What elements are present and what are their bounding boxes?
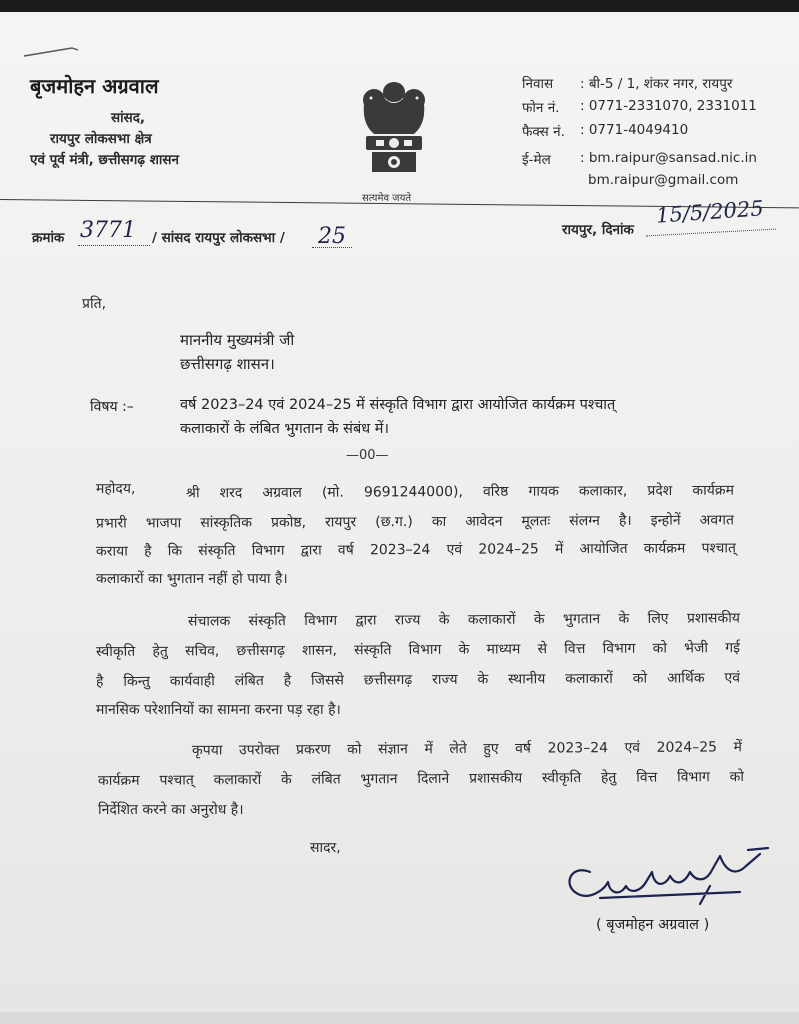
prati: प्रति, — [82, 296, 107, 312]
national-emblem-icon — [352, 78, 436, 198]
pen-mark — [22, 42, 82, 62]
designation-former-minister: एवं पूर्व मंत्री, छत्तीसगढ़ शासन — [30, 152, 180, 168]
date-label: रायपुर, दिनांक — [562, 222, 634, 238]
paragraph-3-line-2: कार्यक्रम पश्चात् कलाकारों के लंबित भुगतान दिलाने प्रशासकीय स्वीकृति हेतु वित्त विभाग को — [97, 769, 745, 789]
paragraph-1-line-2: प्रभारी भाजपा सांस्कृतिक प्रकोष्ठ, रायपुर (छ.ग.) का आवेदन मूलतः संलग्न है। इन्होनें अवगत — [95, 512, 735, 532]
paragraph-1-line-4: कलाकारों का भुगतान नहीं हो पाया है। — [96, 571, 288, 587]
email-value-personal: bm.raipur@gmail.com — [588, 172, 739, 188]
recipient-line-2: छत्तीसगढ़ शासन। — [180, 355, 275, 373]
fax-label: फैक्स नं. — [522, 124, 565, 140]
letter-page — [0, 12, 799, 1012]
paragraph-2-line-2: स्वीकृति हेतु सचिव, छत्तीसगढ़ शासन, संस्कृति विभाग के माध्यम से वित्त विभाग को भेजी गई — [95, 640, 741, 660]
date-dotted-line — [646, 229, 776, 237]
sender-name: बृजमोहन अग्रवाल — [30, 74, 159, 98]
reference-number: 3771 — [80, 218, 136, 243]
paragraph-3-line-3: निर्देशित करने का अनुरोध है। — [98, 802, 244, 818]
reference-suffix: 25 — [318, 224, 346, 249]
salutation: महोदय, — [96, 481, 136, 497]
subject-label: विषय :– — [90, 399, 134, 415]
closing-sadar: सादर, — [310, 840, 341, 856]
email-value-official: : bm.raipur@sansad.nic.in — [580, 150, 757, 166]
screen-bottom-strip — [0, 1012, 799, 1024]
designation-constituency: रायपुर लोकसभा क्षेत्र — [50, 131, 152, 147]
residence-value: : बी-5 / 1, शंकर नगर, रायपुर — [580, 76, 733, 92]
emblem-motto: सत्यमेव जयते — [362, 193, 412, 204]
paragraph-1-line-3: कराया है कि संस्कृति विभाग द्वारा वर्ष 2023–24 एवं 2024–25 में आयोजित कार्यक्रम पश्चात् — [95, 540, 737, 560]
signature — [560, 842, 780, 916]
email-label: ई-मेल — [522, 152, 551, 168]
subject-line-1: वर्ष 2023–24 एवं 2024–25 में संस्कृति विभाग द्वारा आयोजित कार्यक्रम पश्चात् — [180, 397, 616, 413]
phone-label: फोन नं. — [522, 100, 560, 116]
signatory-name: ( बृजमोहन अग्रवाल ) — [596, 917, 710, 933]
subject-separator: —00— — [346, 448, 389, 463]
paragraph-2-line-3: है किन्तु कार्यवाही लंबित है जिससे छत्तीसगढ़ राज्य के स्थानीय कलाकारों को आर्थिक एवं — [95, 670, 741, 690]
reference-label: क्रमांक — [32, 230, 65, 246]
paragraph-2-line-4: मानसिक परेशानियों का सामना करना पड़ रहा है। — [96, 702, 341, 718]
phone-value: : 0771-2331070, 2331011 — [580, 98, 757, 114]
reference-number-dotted-line — [78, 245, 150, 246]
recipient-line-1: माननीय मुख्यमंत्री जी — [180, 331, 295, 349]
paragraph-1-line-1: श्री शरद अग्रवाल (मो. 9691244000), वरिष्ठ गायक कलाकार, प्रदेश कार्यक्रम — [185, 482, 735, 502]
reference-suffix-dotted-line — [312, 247, 352, 248]
designation-mp: सांसद, — [111, 110, 146, 126]
residence-label: निवास — [522, 76, 554, 92]
subject-line-2: कलाकारों के लंबित भुगतान के संबंध में। — [180, 421, 389, 437]
screen-top-bar — [0, 0, 799, 12]
fax-value: : 0771-4049410 — [580, 122, 689, 138]
reference-mid-text: / सांसद रायपुर लोकसभा / — [152, 230, 285, 246]
paragraph-2-line-1: संचालक संस्कृति विभाग द्वारा राज्य के कलाकारों के भुगतान के लिए प्रशासकीय — [187, 610, 741, 630]
paragraph-3-line-1: कृपया उपरोक्त प्रकरण को संज्ञान में लेते हुए वर्ष 2023–24 एवं 2024–25 में — [191, 739, 743, 759]
letter-date: 15/5/2025 — [655, 196, 765, 228]
